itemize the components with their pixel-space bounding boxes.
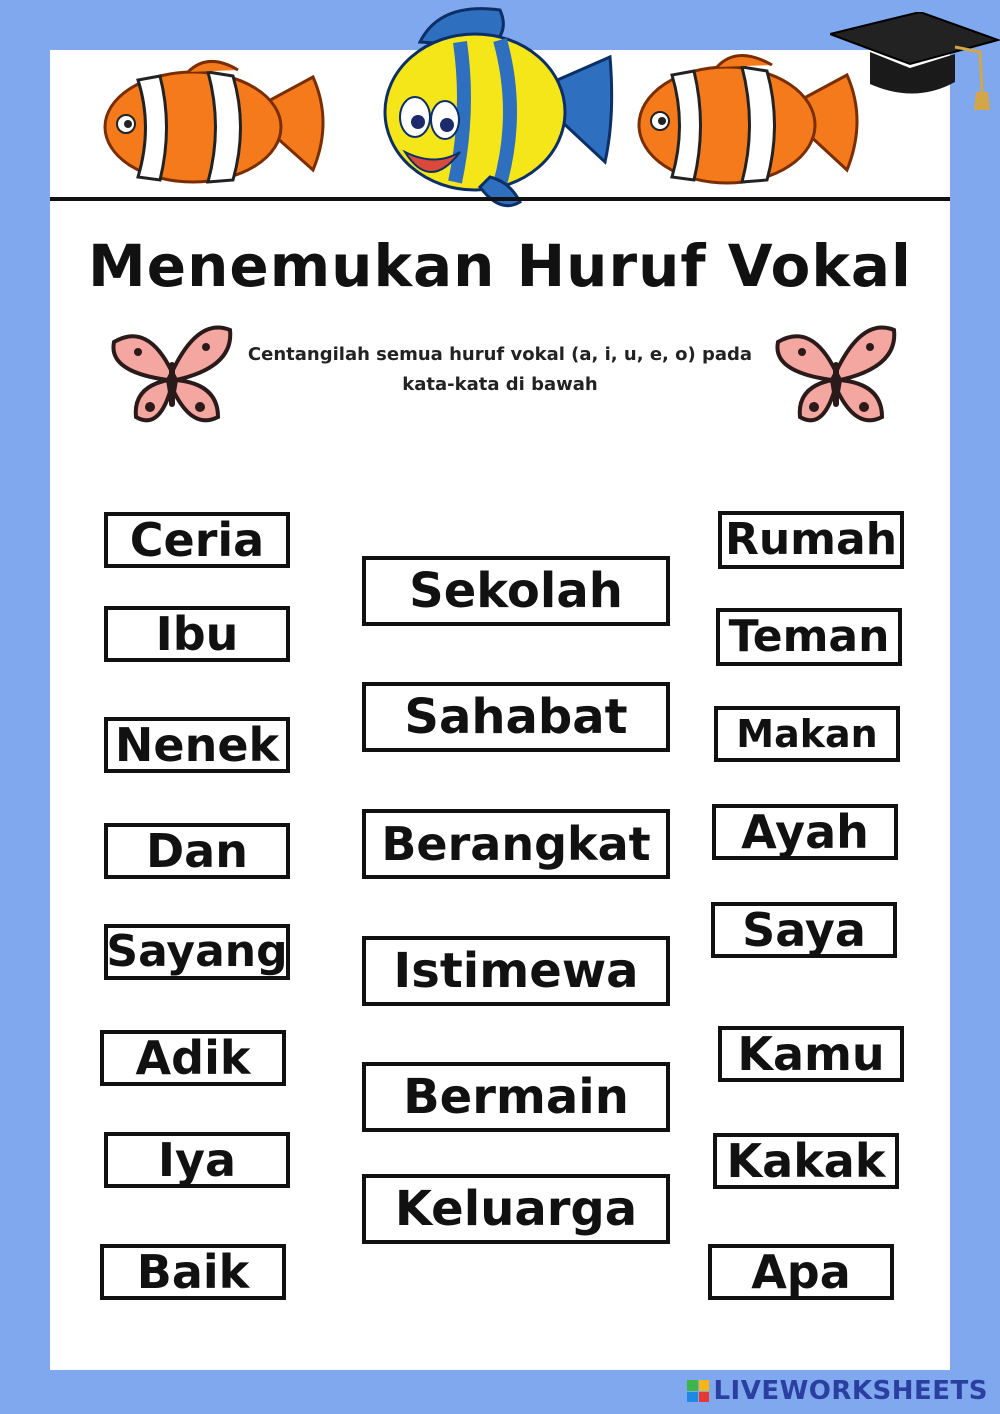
word-label: Rumah bbox=[724, 514, 898, 565]
liveworksheets-logo-icon bbox=[687, 1380, 709, 1402]
word-label: Berangkat bbox=[381, 817, 651, 871]
word-box-ayah[interactable] bbox=[712, 804, 898, 860]
word-box-bermain[interactable] bbox=[362, 1062, 670, 1132]
word-box-kamu[interactable] bbox=[718, 1026, 904, 1082]
word-box-kakak[interactable] bbox=[713, 1133, 899, 1189]
word-box-ibu[interactable] bbox=[104, 606, 290, 662]
word-box-nenek[interactable] bbox=[104, 717, 290, 773]
word-label: Iya bbox=[157, 1133, 237, 1187]
graduation-cap-icon bbox=[830, 12, 1000, 112]
word-label: Saya bbox=[742, 903, 866, 957]
word-label: Istimewa bbox=[393, 943, 639, 999]
word-box-dan[interactable] bbox=[104, 823, 290, 879]
word-label: Sayang bbox=[106, 926, 288, 977]
word-box-istimewa[interactable] bbox=[362, 936, 670, 1006]
instruction-text bbox=[230, 340, 770, 400]
word-label: Ayah bbox=[741, 805, 869, 859]
butterfly-icon bbox=[108, 322, 236, 432]
word-label: Makan bbox=[736, 712, 878, 756]
word-box-iya[interactable] bbox=[104, 1132, 290, 1188]
instruction-line-1: Centangilah semua huruf vokal (a, i, u, e, o) pada bbox=[247, 344, 753, 365]
instruction-line-2: kata-kata di bawah bbox=[402, 374, 598, 395]
word-label: Sahabat bbox=[404, 689, 628, 745]
yellow-fish-icon bbox=[360, 2, 620, 217]
word-label: Dan bbox=[146, 824, 248, 878]
word-label: Kakak bbox=[726, 1134, 886, 1188]
header-divider bbox=[50, 197, 950, 201]
word-label: Baik bbox=[136, 1245, 250, 1299]
watermark-text: LIVEWORKSHEETS bbox=[713, 1376, 988, 1406]
word-box-ceria[interactable] bbox=[104, 512, 290, 568]
word-box-makan[interactable] bbox=[714, 706, 900, 762]
word-box-sekolah[interactable] bbox=[362, 556, 670, 626]
clownfish-icon bbox=[98, 52, 338, 192]
word-box-rumah[interactable] bbox=[718, 511, 904, 569]
word-box-adik[interactable] bbox=[100, 1030, 286, 1086]
word-box-keluarga[interactable] bbox=[362, 1174, 670, 1244]
word-label: Nenek bbox=[114, 718, 280, 772]
word-label: Keluarga bbox=[394, 1181, 638, 1237]
word-box-berangkat[interactable] bbox=[362, 809, 670, 879]
page-title: Menemukan Huruf Vokal bbox=[88, 232, 912, 300]
word-label: Ceria bbox=[129, 513, 265, 567]
word-box-teman[interactable] bbox=[716, 608, 902, 666]
word-label: Ibu bbox=[155, 607, 239, 661]
word-label: Teman bbox=[728, 611, 890, 662]
butterfly-icon bbox=[772, 322, 900, 432]
word-label: Kamu bbox=[737, 1027, 885, 1081]
word-label: Apa bbox=[751, 1245, 851, 1299]
watermark bbox=[687, 1376, 988, 1406]
word-box-sahabat[interactable] bbox=[362, 682, 670, 752]
word-box-saya[interactable] bbox=[711, 902, 897, 958]
word-box-apa[interactable] bbox=[708, 1244, 894, 1300]
word-label: Bermain bbox=[403, 1069, 629, 1125]
word-box-baik[interactable] bbox=[100, 1244, 286, 1300]
word-label: Sekolah bbox=[409, 563, 623, 619]
word-label: Adik bbox=[135, 1031, 251, 1085]
word-box-sayang[interactable] bbox=[104, 924, 290, 980]
